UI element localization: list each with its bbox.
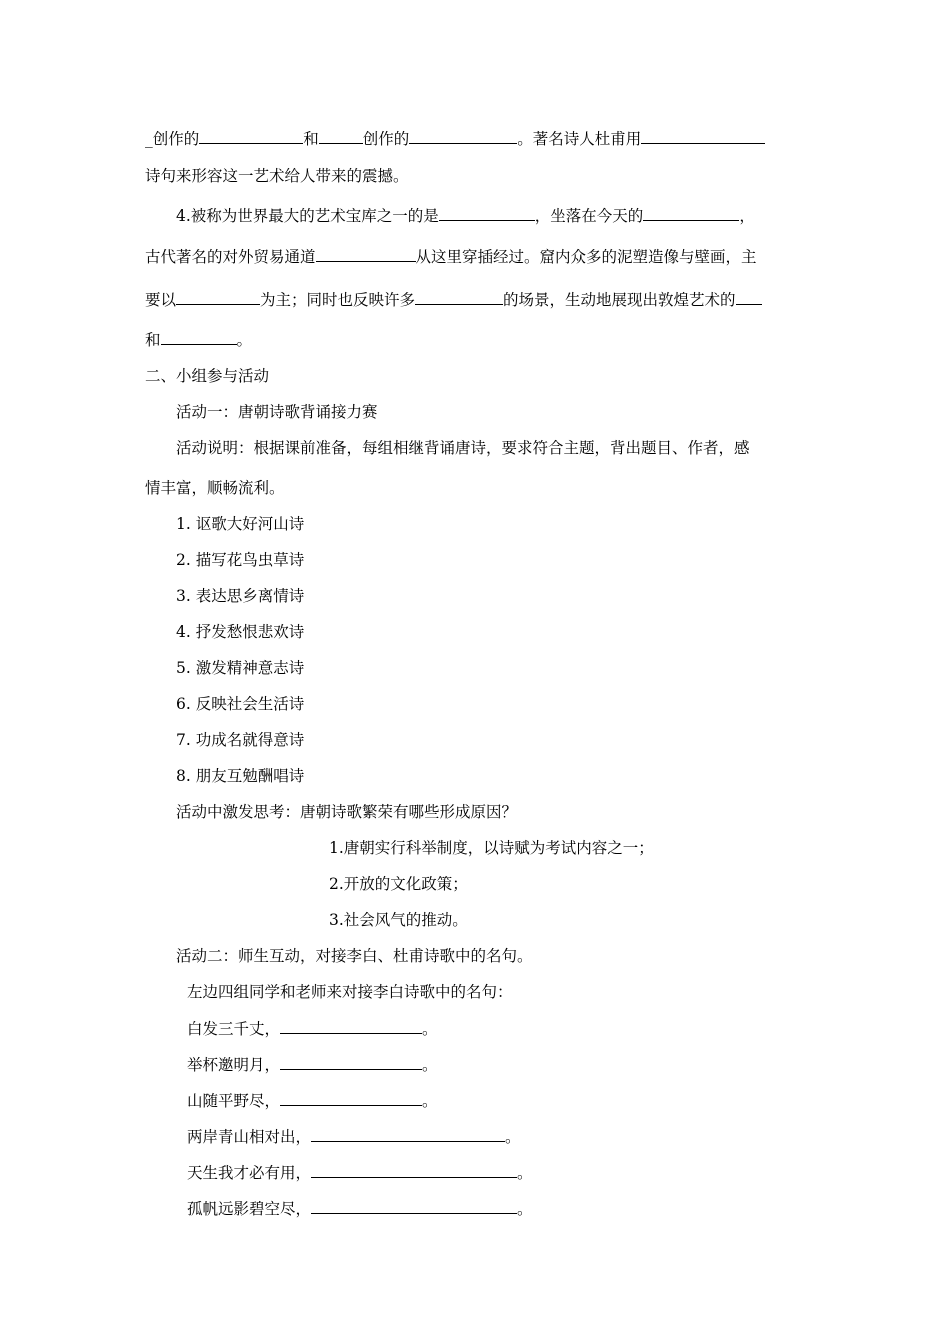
lead-underscore: _: [145, 130, 153, 148]
verse-line: [187, 1162, 533, 1183]
verse-lead: 两岸青山相对出，: [187, 1128, 312, 1146]
verse-blank[interactable]: [311, 1162, 517, 1178]
topic-item: 4. 抒发愁恨悲欢诗: [176, 623, 305, 641]
verse-line: [187, 1126, 521, 1147]
verse-line: [187, 1090, 438, 1111]
topic-item: 5. 激发精神意志诗: [176, 659, 305, 677]
para3-line1: [145, 128, 765, 149]
topic-item: 6. 反映社会生活诗: [176, 695, 305, 713]
activity2-title: 活动二：师生互动，对接李白、杜甫诗歌中的名句。: [176, 947, 533, 965]
para4-line2: [145, 246, 757, 267]
verse-line: [187, 1054, 438, 1075]
activity1-title: 活动一：唐朝诗歌背诵接力赛: [176, 403, 378, 421]
verse-end: 。: [422, 1092, 438, 1110]
text-fragment: 。著名诗人杜甫用: [517, 130, 642, 148]
text-fragment: 为主；同时也反映许多: [260, 291, 416, 309]
para4-line3: [145, 289, 762, 310]
activity1-desc-line1: 活动说明：根据课前准备，每组相继背诵唐诗，要求符合主题，背出题目、作者，感: [176, 439, 750, 457]
verse-blank[interactable]: [280, 1090, 422, 1106]
verse-line: [187, 1018, 438, 1039]
fill-blank[interactable]: [439, 205, 535, 221]
fill-blank[interactable]: [736, 289, 762, 305]
para4-line1: [176, 205, 755, 226]
verse-line: [187, 1198, 533, 1219]
fill-blank[interactable]: [415, 289, 503, 305]
reason-item: 1.唐朝实行科举制度，以诗赋为考试内容之一；: [329, 839, 654, 857]
verse-end: 。: [517, 1164, 533, 1182]
verse-end: 。: [422, 1056, 438, 1074]
reason-item: 3.社会风气的推动。: [329, 911, 468, 929]
verse-blank[interactable]: [311, 1126, 505, 1142]
activity1-desc-line2: 情丰富，顺畅流利。: [145, 479, 285, 497]
fill-blank[interactable]: [176, 289, 260, 305]
reason-item: 2.开放的文化政策；: [329, 875, 468, 893]
verse-lead: 天生我才必有用，: [187, 1164, 312, 1182]
topic-item: 1. 讴歌大好河山诗: [176, 515, 305, 533]
text-fragment: 的场景，生动地展现出敦煌艺术的: [503, 291, 736, 309]
verse-blank[interactable]: [280, 1054, 422, 1070]
fill-blank[interactable]: [409, 128, 517, 144]
text-fragment: 和: [145, 331, 161, 349]
text-fragment: 古代著名的对外贸易通道: [145, 248, 316, 266]
text-fragment: ，: [739, 207, 755, 225]
text-fragment: 从这里穿插经过。窟内众多的泥塑造像与壁画，主: [415, 248, 757, 266]
section-heading: 二、小组参与活动: [145, 367, 270, 385]
text-fragment: 4.被称为世界最大的艺术宝库之一的是: [176, 207, 439, 225]
fill-blank[interactable]: [316, 246, 416, 262]
topic-item: 7. 功成名就得意诗: [176, 731, 305, 749]
para3-line2: 诗句来形容这一艺术给人带来的震撼。: [145, 167, 409, 185]
verse-lead: 山随平野尽，: [187, 1092, 281, 1110]
verse-blank[interactable]: [280, 1018, 422, 1034]
text-fragment: 要以: [145, 291, 177, 309]
text-fragment: 和: [303, 130, 319, 148]
verse-end: 。: [517, 1200, 533, 1218]
topic-item: 2. 描写花鸟虫草诗: [176, 551, 305, 569]
topic-item: 3. 表达思乡离情诗: [176, 587, 305, 605]
topic-item: 8. 朋友互勉酬唱诗: [176, 767, 305, 785]
verse-end: 。: [422, 1020, 438, 1038]
text-fragment: ，坐落在今天的: [534, 207, 644, 225]
fill-blank[interactable]: [161, 329, 237, 345]
activity2-intro: 左边四组同学和老师来对接李白诗歌中的名句：: [187, 983, 513, 1001]
fill-blank[interactable]: [643, 205, 739, 221]
para4-line4: [145, 329, 252, 350]
verse-lead: 举杯邀明月，: [187, 1056, 281, 1074]
verse-end: 。: [505, 1128, 521, 1146]
fill-blank[interactable]: [319, 128, 363, 144]
fill-blank[interactable]: [641, 128, 765, 144]
text-fragment: 。: [236, 331, 253, 349]
verse-lead: 白发三千丈，: [187, 1020, 281, 1038]
fill-blank[interactable]: [199, 128, 303, 144]
verse-blank[interactable]: [311, 1198, 517, 1214]
text-fragment: 创作的: [362, 130, 410, 148]
think-question: 活动中激发思考：唐朝诗歌繁荣有哪些形成原因？: [176, 803, 518, 821]
text-fragment: 创作的: [152, 130, 200, 148]
verse-lead: 孤帆远影碧空尽，: [187, 1200, 312, 1218]
